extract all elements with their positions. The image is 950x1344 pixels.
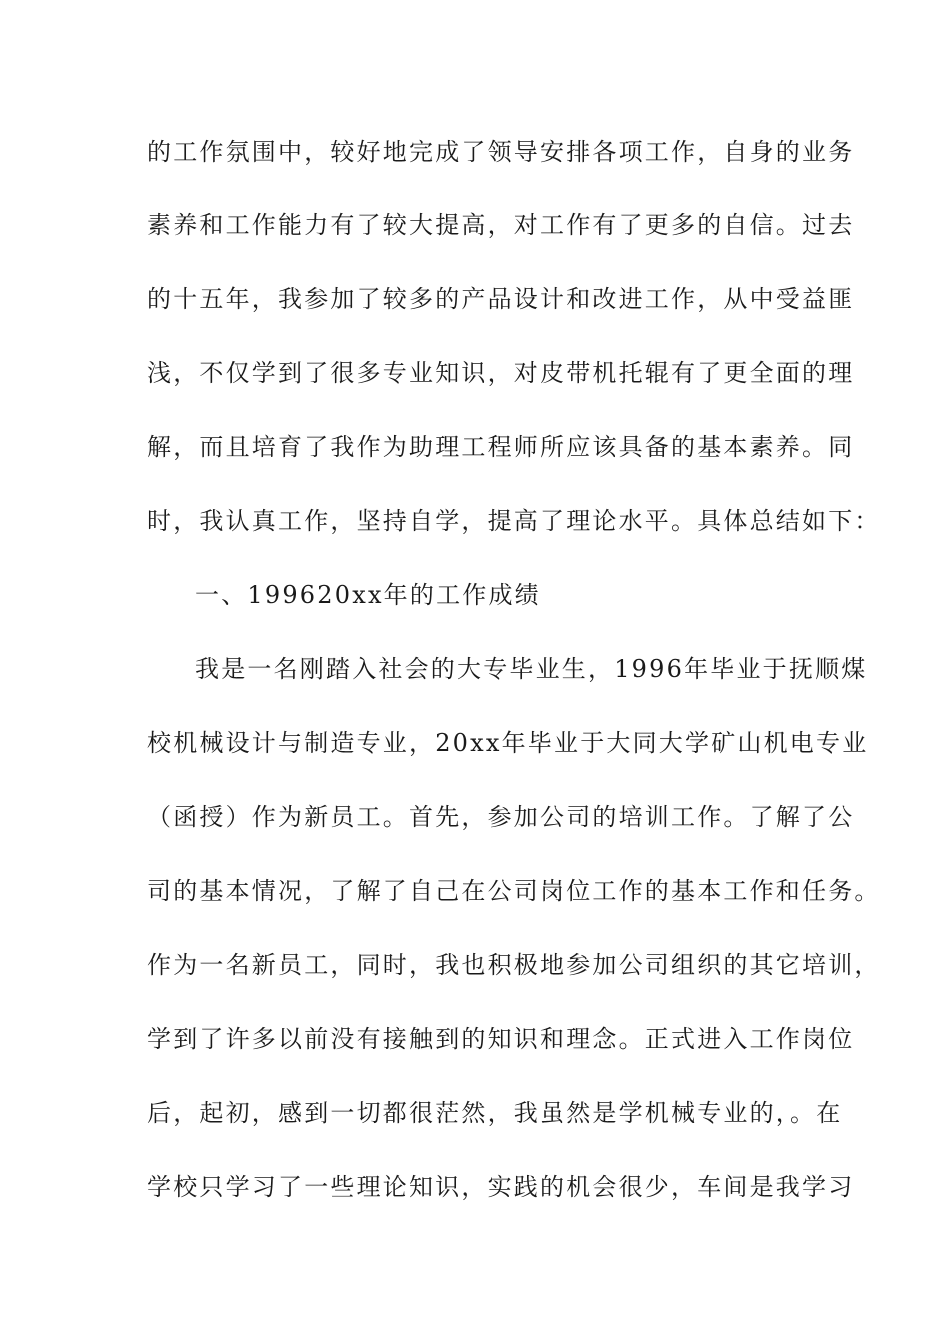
- paragraph-line: 作为一名新员工，同时，我也积极地参加公司组织的其它培训，: [147, 951, 881, 979]
- paragraph-line: 的工作氛围中，较好地完成了领导安排各项工作，自身的业务: [147, 138, 855, 166]
- paragraph-line: （函授）作为新员工。首先，参加公司的培训工作。了解了公: [147, 803, 855, 831]
- paragraph-line: 司的基本情况，了解了自己在公司岗位工作的基本工作和任务。: [147, 877, 881, 905]
- paragraph-line: 我是一名刚踏入社会的大专毕业生，1996年毕业于抚顺煤: [195, 655, 868, 683]
- paragraph-line: 后，起初，感到一切都很茫然，我虽然是学机械专业的，。在: [147, 1099, 843, 1127]
- paragraph-line: 学校只学习了一些理论知识，实践的机会很少，车间是我学习: [147, 1173, 855, 1201]
- paragraph-line: 的十五年，我参加了较多的产品设计和改进工作，从中受益匪: [147, 285, 855, 313]
- paragraph-line: 素养和工作能力有了较大提高，对工作有了更多的自信。过去: [147, 211, 855, 239]
- section-heading: 一、199620xx年的工作成绩: [195, 581, 541, 609]
- paragraph-line: 时，我认真工作，坚持自学，提高了理论水平。具体总结如下：: [147, 507, 881, 535]
- paragraph-line: 解，而且培育了我作为助理工程师所应该具备的基本素养。同: [147, 433, 855, 461]
- paragraph-line: 校机械设计与制造专业，20xx年毕业于大同大学矿山机电专业: [147, 729, 869, 757]
- paragraph-line: 浅，不仅学到了很多专业知识，对皮带机托辊有了更全面的理: [147, 359, 855, 387]
- paragraph-line: 学到了许多以前没有接触到的知识和理念。正式进入工作岗位: [147, 1025, 855, 1053]
